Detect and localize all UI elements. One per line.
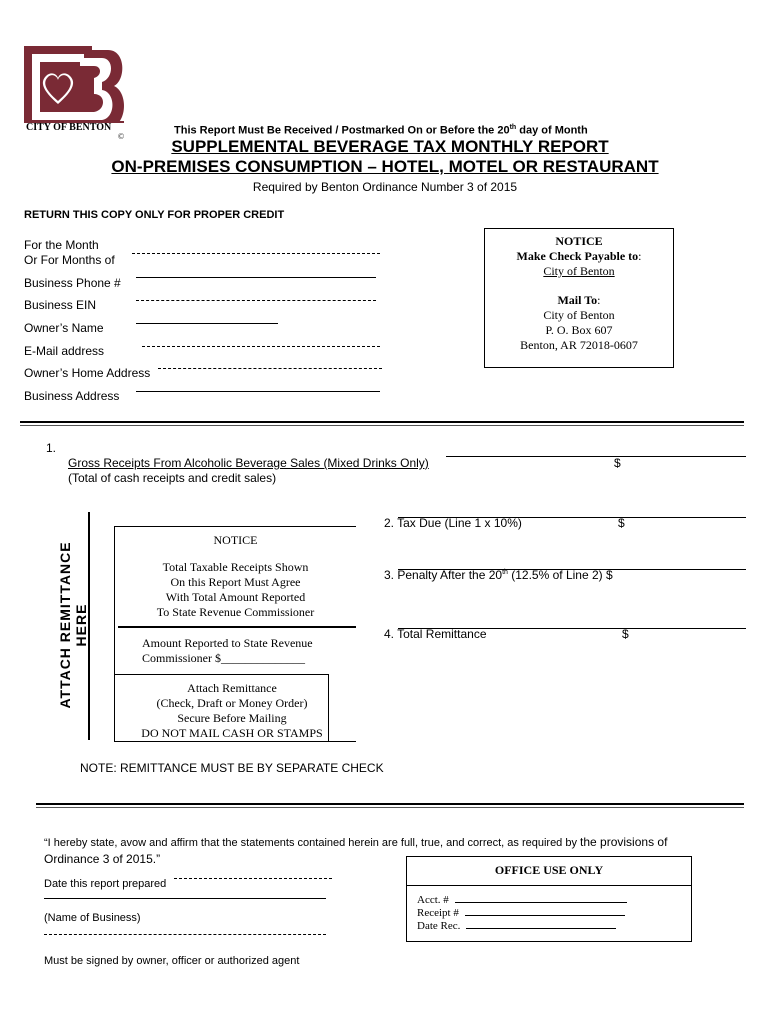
- date-prepared-label: Date this report prepared: [44, 878, 167, 890]
- payment-notice-box: NOTICE Make Check Payable to: City of Benton Mail To: City of Benton P. O. Box 607 Benton, AR 72018-0607: [484, 228, 674, 368]
- owner-label: Owner’s Name: [24, 321, 104, 335]
- attach-remittance-text: Attach Remittance (Check, Draft or Money Order) Secure Before Mailing DO NOT MAIL CASH OR STAMPS: [141, 681, 323, 740]
- line1-dollar: $: [614, 456, 621, 470]
- home-address-label: Owner’s Home Address: [24, 366, 151, 380]
- line1-label: Gross Receipts From Alcoholic Beverage Sales (Mixed Drinks Only): [68, 456, 429, 470]
- receipt-row: Receipt #: [417, 907, 691, 920]
- ein-field[interactable]: [136, 300, 376, 301]
- line2-dollar: $: [618, 516, 625, 530]
- line3-label: 3. Penalty After the 20th (12.5% of Line 2) $: [384, 568, 613, 582]
- month-field[interactable]: [132, 253, 380, 254]
- affirmation-text: “I hereby state, avow and affirm that the statements contained herein are full, true, and correct, as required by the provisions of Ordinance 3 of 2015.”: [44, 835, 668, 866]
- section-divider-2-thin: [36, 807, 744, 808]
- business-name-label: (Name of Business): [44, 912, 141, 924]
- home-address-field[interactable]: [158, 368, 382, 369]
- payable-to: City of Benton: [543, 264, 615, 278]
- business-address-label: Business Address: [24, 389, 120, 403]
- logo-text: CITY OF BENTON: [26, 122, 112, 133]
- line3-field[interactable]: [398, 569, 746, 570]
- line4-dollar: $: [622, 627, 629, 641]
- section-divider-2: [36, 803, 744, 805]
- logo-trademark: ©: [118, 132, 125, 141]
- date-rec-row: Date Rec.: [417, 920, 691, 933]
- line4-field[interactable]: [398, 628, 746, 629]
- office-use-box: OFFICE USE ONLY Acct. # Receipt # Date Rec.: [406, 856, 692, 942]
- acct-row: Acct. #: [417, 894, 691, 907]
- email-label: E-Mail address: [24, 344, 105, 358]
- signature-field[interactable]: [44, 934, 326, 935]
- line2-label: 2. Tax Due (Line 1 x 10%): [384, 516, 522, 530]
- phone-field[interactable]: [136, 277, 376, 278]
- business-name-field[interactable]: [44, 898, 326, 899]
- signature-label: Must be signed by owner, officer or authorized agent: [44, 955, 300, 967]
- ordinance-text: Required by Benton Ordinance Number 3 of 2015: [252, 180, 518, 194]
- email-field[interactable]: [142, 346, 380, 347]
- month-label: For the Month Or For Months of: [24, 238, 115, 267]
- section-divider: [20, 421, 744, 423]
- line4-label: 4. Total Remittance: [384, 627, 487, 641]
- remit-box-divider2: [114, 674, 328, 675]
- section-divider-thin: [20, 425, 744, 426]
- page-title: SUPPLEMENTAL BEVERAGE TAX MONTHLY REPORT: [171, 137, 609, 156]
- attach-divider: [88, 512, 90, 740]
- state-amount: Amount Reported to State Revenue Commissioner $______________: [142, 636, 313, 665]
- line1-number: 1.: [46, 441, 57, 455]
- separate-check-note: NOTE: REMITTANCE MUST BE BY SEPARATE CHECK: [80, 761, 384, 775]
- phone-label: Business Phone #: [24, 276, 121, 290]
- page-subtitle: ON-PREMISES CONSUMPTION – HOTEL, MOTEL OR RESTAURANT: [111, 157, 659, 176]
- ein-label: Business EIN: [24, 298, 97, 312]
- return-notice: RETURN THIS COPY ONLY FOR PROPER CREDIT: [24, 209, 285, 221]
- postmark-notice: This Report Must Be Received / Postmarked On or Before the 20th day of Month: [174, 124, 588, 137]
- remit-box-divider: [118, 626, 356, 628]
- business-address-field[interactable]: [136, 391, 380, 392]
- owner-field[interactable]: [136, 323, 278, 324]
- line2-field[interactable]: [398, 517, 746, 518]
- line1-field[interactable]: [446, 456, 746, 457]
- line1-sublabel: (Total of cash receipts and credit sales): [68, 471, 277, 485]
- remittance-notice-box: NOTICE Total Taxable Receipts Shown On this Report Must Agree With Total Amount Reported To State Revenue Commissioner: [114, 526, 356, 742]
- attach-remittance-label: ATTACH REMITTANCE HERE: [57, 541, 89, 709]
- date-prepared-field[interactable]: [174, 878, 332, 879]
